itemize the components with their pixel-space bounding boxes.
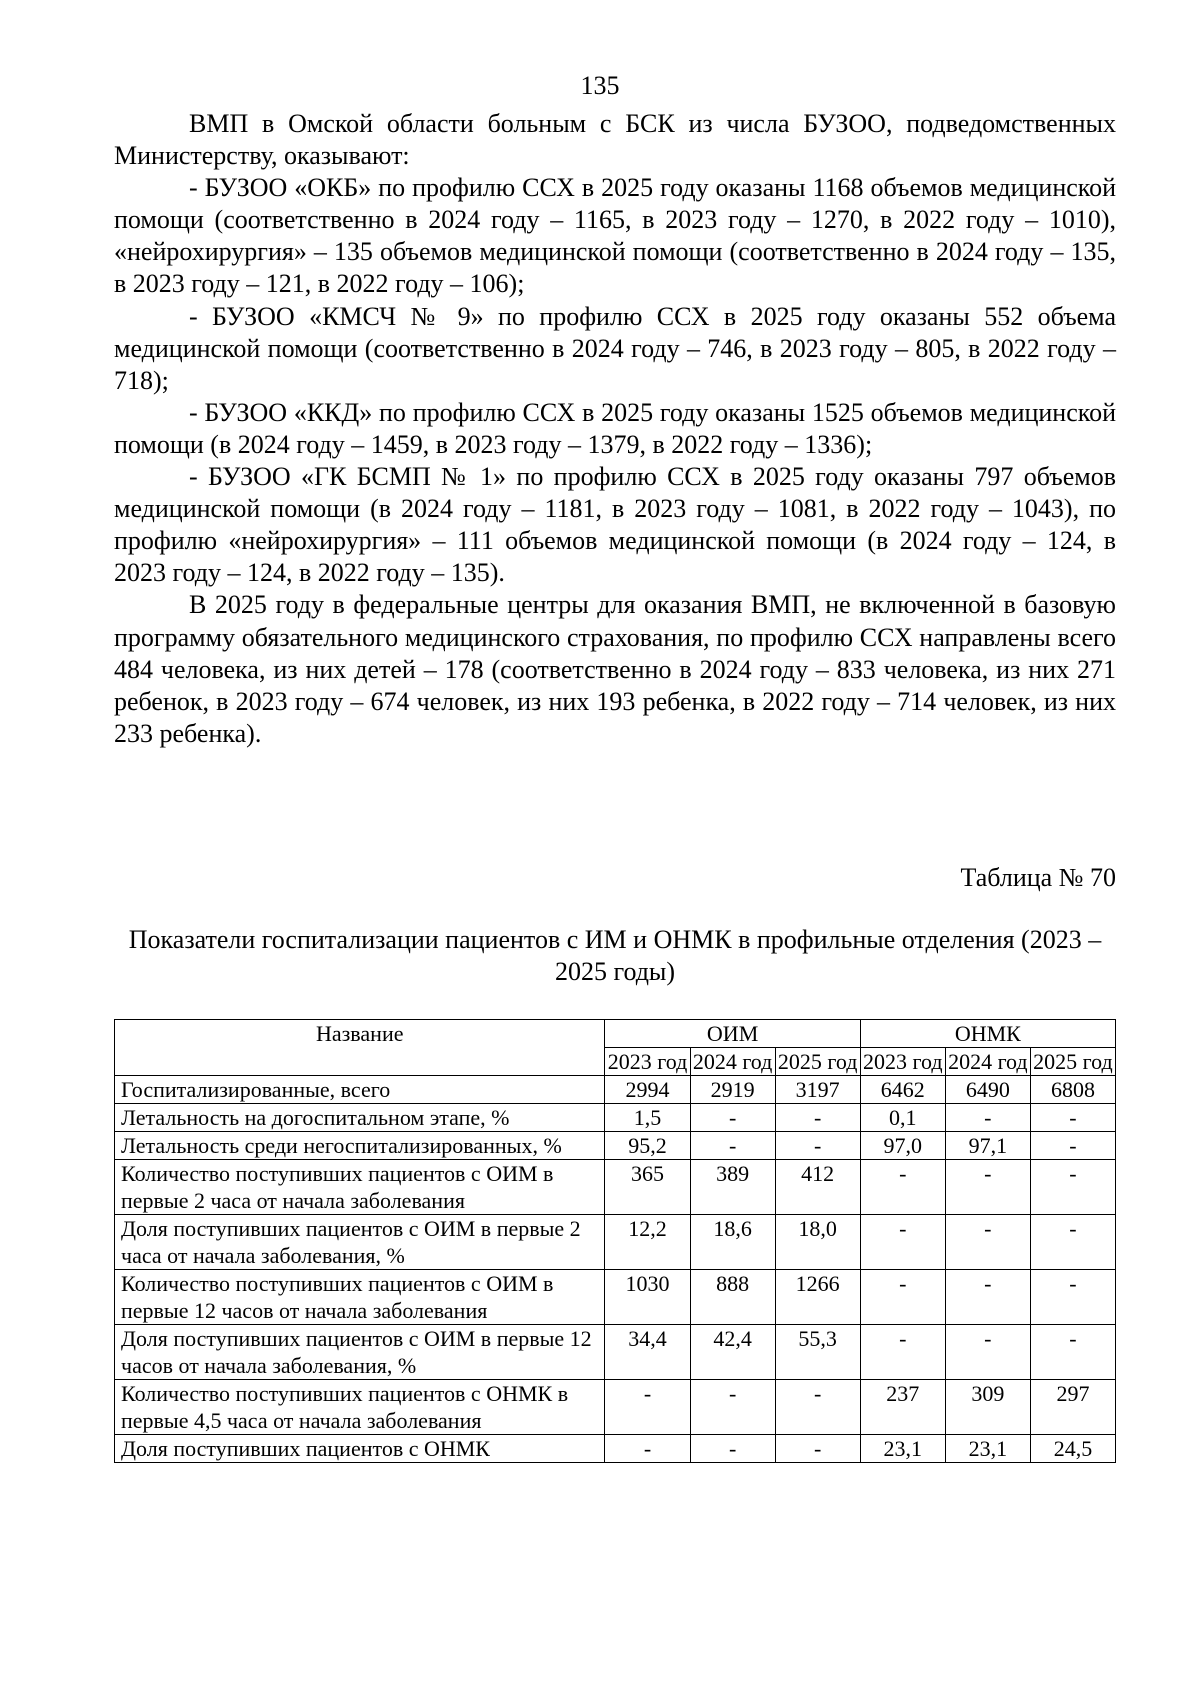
value-cell: 0,1 (860, 1104, 945, 1132)
paragraph-okb: - БУЗОО «ОКБ» по профилю ССХ в 2025 году оказаны 1168 объемов медицинской помощи (соответственно в 2024 году – 1165, в 2023 году – 1270, в 2022 году – 1010), «нейрохирургия» – 135 объемов медицинской помощи (соответственно в 2024 году – 135, в 2023 году – 121, в 2022 году – 106); (114, 173, 1116, 299)
value-cell: 55,3 (775, 1325, 860, 1380)
value-cell: - (1030, 1132, 1115, 1160)
table-row (115, 1380, 1116, 1435)
row-name-cell: Госпитализированные, всего (115, 1076, 605, 1104)
paragraph-kkd: - БУЗОО «ККД» по профилю ССХ в 2025 году оказаны 1525 объемов медицинской помощи (в 2024 году – 1459, в 2023 году – 1379, в 2022 году – 1336); (114, 397, 1116, 459)
paragraph-intro: ВМП в Омской области больным с БСК из числа БУЗОО, подведомственных Министерству, оказывают: (114, 109, 1116, 171)
value-cell: 97,0 (860, 1132, 945, 1160)
value-cell: - (1030, 1325, 1115, 1380)
value-cell: - (690, 1104, 775, 1132)
value-cell: - (860, 1270, 945, 1325)
value-cell: 1030 (605, 1270, 690, 1325)
value-cell: - (690, 1380, 775, 1435)
table-row (115, 1270, 1116, 1325)
row-name-cell: Доля поступивших пациентов с ОНМК (115, 1435, 605, 1463)
value-cell: - (775, 1104, 860, 1132)
table-title: Показатели госпитализации пациентов с ИМ и ОНМК в профильные отделения (2023 – 2025 годы) (128, 925, 1102, 986)
value-cell: 237 (860, 1380, 945, 1435)
value-cell: 2919 (690, 1076, 775, 1104)
header-oim-cell: ОИМ (605, 1020, 860, 1048)
value-cell: - (945, 1325, 1030, 1380)
value-cell: - (860, 1160, 945, 1215)
value-cell: - (605, 1435, 690, 1463)
header-name-cell: Название (115, 1020, 605, 1076)
page-number: 135 (580, 71, 620, 100)
row-name-cell: Летальность на догоспитальном этапе, % (115, 1104, 605, 1132)
paragraph-bsmp: - БУЗОО «ГК БСМП № 1» по профилю ССХ в 2025 году оказаны 797 объемов медицинской помощи (в 2024 году – 1181, в 2023 году – 1081, в 2022 году – 1043), по профилю «нейрохирургия» – 111 объемов медицинской помощи (в 2024 году – 124, в 2023 году – 124, в 2022 году – 135). (114, 462, 1116, 588)
value-cell: 309 (945, 1380, 1030, 1435)
value-cell: 3197 (775, 1076, 860, 1104)
table-row (115, 1215, 1116, 1270)
value-cell: 389 (690, 1160, 775, 1215)
value-cell: - (945, 1215, 1030, 1270)
value-cell: 24,5 (1030, 1435, 1115, 1463)
row-name-cell: Доля поступивших пациентов с ОИМ в первые 2 часа от начала заболевания, % (115, 1215, 605, 1270)
value-cell: - (860, 1325, 945, 1380)
table-row (115, 1325, 1116, 1380)
value-cell: - (1030, 1215, 1115, 1270)
value-cell: 297 (1030, 1380, 1115, 1435)
table-row (115, 1160, 1116, 1215)
value-cell: 1,5 (605, 1104, 690, 1132)
paragraph-kmsch: - БУЗОО «КМСЧ № 9» по профилю ССХ в 2025 году оказаны 552 объема медицинской помощи (соответственно в 2024 году – 746, в 2023 году – 805, в 2022 году – 718); (114, 301, 1116, 395)
header-year-cell: 2025 год (775, 1048, 860, 1076)
row-name-cell: Количество поступивших пациентов с ОИМ в первые 2 часа от начала заболевания (115, 1160, 605, 1215)
value-cell: 1266 (775, 1270, 860, 1325)
value-cell: - (775, 1435, 860, 1463)
value-cell: 365 (605, 1160, 690, 1215)
value-cell: - (775, 1132, 860, 1160)
header-year-cell: 2023 год (605, 1048, 690, 1076)
value-cell: 23,1 (945, 1435, 1030, 1463)
value-cell: - (690, 1435, 775, 1463)
header-year-cell: 2023 год (860, 1048, 945, 1076)
value-cell: 412 (775, 1160, 860, 1215)
value-cell: - (1030, 1104, 1115, 1132)
value-cell: 6808 (1030, 1076, 1115, 1104)
value-cell: - (860, 1215, 945, 1270)
value-cell: 6490 (945, 1076, 1030, 1104)
value-cell: - (1030, 1160, 1115, 1215)
table-number: Таблица № 70 (960, 863, 1116, 892)
header-onmk-cell: ОНМК (860, 1020, 1115, 1048)
table-row (115, 1104, 1116, 1132)
value-cell: 888 (690, 1270, 775, 1325)
header-year-cell: 2024 год (945, 1048, 1030, 1076)
row-name-cell: Количество поступивших пациентов с ОИМ в первые 12 часов от начала заболевания (115, 1270, 605, 1325)
value-cell: - (775, 1380, 860, 1435)
value-cell: 12,2 (605, 1215, 690, 1270)
table-header-row (115, 1020, 1116, 1048)
table-row (115, 1435, 1116, 1463)
value-cell: 23,1 (860, 1435, 945, 1463)
value-cell: 42,4 (690, 1325, 775, 1380)
value-cell: - (605, 1380, 690, 1435)
value-cell: 18,0 (775, 1215, 860, 1270)
value-cell: 2994 (605, 1076, 690, 1104)
row-name-cell: Доля поступивших пациентов с ОИМ в первые 12 часов от начала заболевания, % (115, 1325, 605, 1380)
row-name-cell: Летальность среди негоспитализированных, % (115, 1132, 605, 1160)
value-cell: - (945, 1160, 1030, 1215)
paragraph-federal-centers: В 2025 году в федеральные центры для оказания ВМП, не включенной в базовую программу обязательного медицинского страхования, по профилю ССХ направлены всего 484 человека, из них детей – 178 (соответственно в 2024 году – 833 человека, из них 271 ребенок, в 2023 году – 674 человек, из них 193 ребенка, в 2022 году – 714 человек, из них 233 ребенка). (114, 590, 1116, 748)
value-cell: - (1030, 1270, 1115, 1325)
row-name-cell: Количество поступивших пациентов с ОНМК в первые 4,5 часа от начала заболевания (115, 1380, 605, 1435)
value-cell: 95,2 (605, 1132, 690, 1160)
value-cell: - (690, 1132, 775, 1160)
header-year-cell: 2025 год (1030, 1048, 1115, 1076)
value-cell: - (945, 1270, 1030, 1325)
table-row (115, 1076, 1116, 1104)
value-cell: - (945, 1104, 1030, 1132)
header-year-cell: 2024 год (690, 1048, 775, 1076)
body-text (114, 108, 1116, 750)
table-row (115, 1132, 1116, 1160)
value-cell: 6462 (860, 1076, 945, 1104)
value-cell: 18,6 (690, 1215, 775, 1270)
value-cell: 34,4 (605, 1325, 690, 1380)
hospitalization-table (114, 1019, 1116, 1463)
value-cell: 97,1 (945, 1132, 1030, 1160)
